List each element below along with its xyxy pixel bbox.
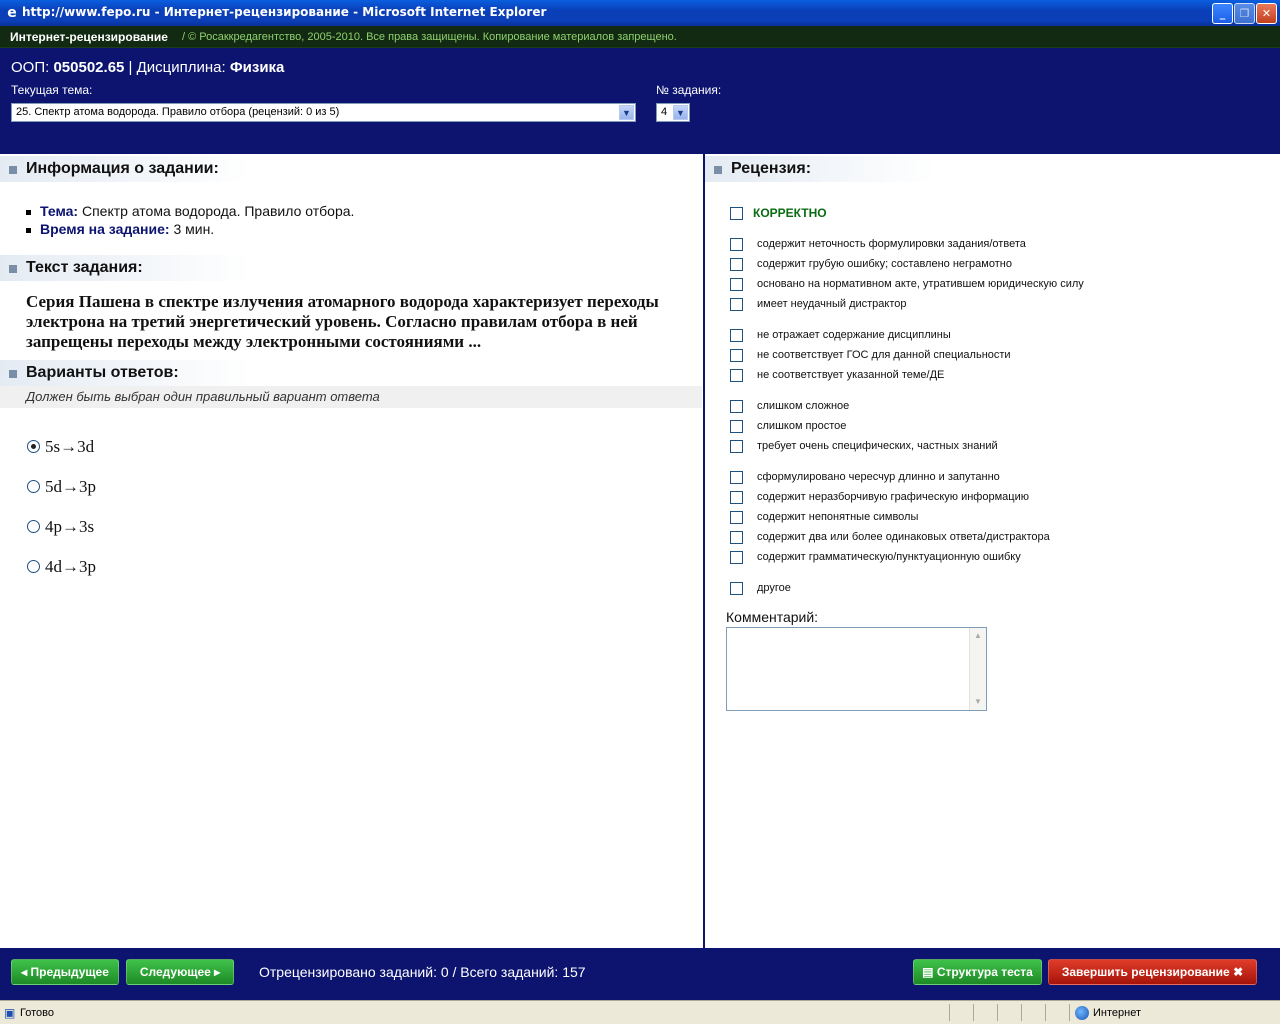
task-number-value: 4 — [661, 106, 668, 118]
task-info-heading: Информация о задании: — [0, 156, 250, 182]
task-text-heading: Текст задания: — [0, 255, 250, 281]
page-header — [0, 48, 1280, 154]
window-title: http://www.fepo.ru - Интернет-рецензирование - Microsoft Internet Explorer — [22, 5, 547, 19]
main-content: Информация о задании: Тема: Спектр атома водорода. Правило отбора. Время на задание: 3 мин. Текст задания: Серия Пашена в спектре излучения атомарного водорода характеризует переходы электрона на третий энергетический уровень. Согласно правилам отбора в ней запрещены переходы между электронными состояниями ... Варианты ответов: Должен быть выбран один правильный вариант ответа 5s→3d 5d→3p 4p→3s 4d→3p Рецензия: КОРРЕКТНО содержит неточность формулировки задания/ответа содержит грубую ошибку; составлено неграмотно основано на нормативном акте, утратившем юридическую силу имеет неудачный дистрактор не отражает содержание дисциплины не соответствует ГОС для данной специальности не соответствует указанной теме/ДЕ слишком сложное слишком простое требует очень специфических, частных знаний сформулировано чересчур длинно и запутанно содержит неразборчивую графическую информацию содержит непонятные символы содержит два или более одинаковых ответа/дистрактора содержит грамматическую/пунктуационную ошибку другое Комментарий: ▲ ▼ — [0, 154, 1280, 948]
chevron-down-icon[interactable]: ▼ — [673, 105, 688, 120]
answer-radio[interactable] — [27, 440, 40, 453]
ie-icon: e — [7, 5, 17, 21]
answer-radio[interactable] — [27, 560, 40, 573]
task-info-list — [26, 203, 354, 239]
review-item-label: слишком простое — [757, 420, 847, 432]
previous-button[interactable]: ◂ Предыдущее — [11, 959, 119, 985]
answers-heading: Варианты ответов: — [0, 360, 250, 386]
review-checkbox[interactable] — [730, 369, 743, 382]
review-checkbox[interactable] — [730, 238, 743, 251]
task-theme-item — [26, 203, 354, 221]
page-icon: ▣ — [4, 1006, 16, 1020]
review-checkbox[interactable] — [730, 531, 743, 544]
discipline-label: | Дисциплина: — [128, 59, 226, 76]
scroll-down-icon[interactable]: ▼ — [974, 697, 982, 706]
review-progress-text: Отрецензировано заданий: 0 / Всего заданий: 157 — [259, 964, 586, 980]
minimize-button[interactable]: _ — [1212, 3, 1233, 24]
review-item-label: не соответствует ГОС для данной специальности — [757, 349, 1011, 361]
topic-select-value: 25. Спектр атома водорода. Правило отбора (рецензий: 0 из 5) — [16, 106, 340, 118]
status-separator — [973, 1004, 974, 1021]
task-number-select[interactable] — [656, 103, 690, 122]
status-ready-text: Готово — [20, 1007, 54, 1019]
test-structure-button[interactable]: ▤ Структура теста — [913, 959, 1042, 985]
security-zone-text: Интернет — [1093, 1007, 1141, 1019]
review-item-label: основано на нормативном акте, утратившем юридическую силу — [757, 278, 1084, 290]
task-time-item — [26, 221, 354, 239]
time-value: 3 мин. — [173, 221, 215, 237]
review-item-label: имеет неудачный дистрактор — [757, 298, 907, 310]
review-item-label: не отражает содержание дисциплины — [757, 329, 951, 341]
review-checkbox[interactable] — [730, 420, 743, 433]
topic-select[interactable] — [11, 103, 636, 122]
correct-checkbox[interactable] — [730, 207, 743, 220]
chevron-down-icon[interactable]: ▼ — [619, 105, 634, 120]
list-icon: ▤ — [922, 965, 934, 979]
status-separator — [949, 1004, 950, 1021]
time-key: Время на задание: — [40, 221, 170, 237]
top-strip — [0, 26, 1280, 48]
section-bullet-icon — [9, 166, 17, 174]
arrow-right-icon: ▸ — [214, 965, 221, 979]
scroll-up-icon[interactable]: ▲ — [974, 631, 982, 640]
theme-key: Тема: — [40, 203, 79, 219]
review-item-label: не соответствует указанной теме/ДЕ — [757, 369, 945, 381]
oop-discipline-line — [11, 59, 284, 76]
footer-bar — [0, 948, 1280, 1000]
next-button[interactable]: Следующее ▸ — [126, 959, 234, 985]
review-item-label: слишком сложное — [757, 400, 850, 412]
section-bullet-icon — [9, 265, 17, 273]
comment-label: Комментарий: — [726, 609, 819, 625]
finish-review-button[interactable]: Завершить рецензирование ✖ — [1048, 959, 1257, 985]
oop-label: ООП: — [11, 59, 50, 76]
comment-textarea[interactable] — [726, 627, 987, 711]
task-question-text: Серия Пашена в спектре излучения атомарного водорода характеризует переходы электрона на третий энергетический уровень. Согласно правилам отбора в ней запрещены переходы между электронными состояниями ... — [26, 292, 659, 351]
review-checkbox[interactable] — [730, 551, 743, 564]
discipline-value: Физика — [229, 59, 285, 76]
review-item-label: содержит неточность формулировки задания/ответа — [757, 238, 1026, 250]
close-window-button[interactable]: ✕ — [1256, 3, 1277, 24]
answer-radio[interactable] — [27, 480, 40, 493]
review-item-label: содержит непонятные символы — [757, 511, 919, 523]
status-separator — [1045, 1004, 1046, 1021]
review-item-label: сформулировано чересчур длинно и запутанно — [757, 471, 1000, 483]
review-checkbox[interactable] — [730, 278, 743, 291]
answers-hint: Должен быть выбран один правильный вариант ответа — [0, 386, 702, 408]
review-item-label: содержит неразборчивую графическую информацию — [757, 491, 1029, 503]
status-separator — [1069, 1004, 1070, 1021]
arrow-left-icon: ◂ — [21, 965, 28, 979]
review-checkbox[interactable] — [730, 258, 743, 271]
globe-icon — [1075, 1006, 1089, 1020]
app-name: Интернет-рецензирование — [10, 30, 168, 44]
correct-label: КОРРЕКТНО — [753, 206, 827, 220]
status-bar — [0, 1000, 1280, 1024]
review-item-label: содержит грубую ошибку; составлено неграмотно — [757, 258, 1012, 270]
status-separator — [997, 1004, 998, 1021]
window-titlebar — [0, 0, 1280, 26]
review-checkbox[interactable] — [730, 511, 743, 524]
review-checkbox[interactable] — [730, 582, 743, 595]
topic-label: Текущая тема: — [11, 83, 93, 97]
review-checkbox[interactable] — [730, 491, 743, 504]
review-item-label: требует очень специфических, частных знаний — [757, 440, 998, 452]
review-checkbox[interactable] — [730, 329, 743, 342]
status-separator — [1021, 1004, 1022, 1021]
review-item-label: содержит два или более одинаковых ответа/дистрактора — [757, 531, 1050, 543]
task-number-label: № задания: — [656, 83, 722, 97]
review-checkbox[interactable] — [730, 471, 743, 484]
theme-value: Спектр атома водорода. Правило отбора. — [81, 203, 355, 219]
close-icon: ✖ — [1233, 965, 1244, 979]
answer-radio[interactable] — [27, 520, 40, 533]
comment-scrollbar[interactable] — [969, 628, 986, 710]
review-item-label: другое — [757, 582, 791, 594]
review-checkbox[interactable] — [730, 400, 743, 413]
review-checkbox[interactable] — [730, 298, 743, 311]
review-checkbox[interactable] — [730, 440, 743, 453]
maximize-button[interactable]: ❐ — [1234, 3, 1255, 24]
section-bullet-icon — [714, 166, 722, 174]
section-bullet-icon — [9, 370, 17, 378]
review-checkbox[interactable] — [730, 349, 743, 362]
copyright-text: / © Росаккредагентство, 2005-2010. Все права защищены. Копирование материалов запрещено. — [182, 31, 677, 43]
oop-value: 050502.65 — [53, 59, 125, 76]
review-item-label: содержит грамматическую/пунктуационную ошибку — [757, 551, 1021, 563]
review-heading: Рецензия: — [705, 156, 935, 182]
panel-divider — [703, 154, 705, 948]
